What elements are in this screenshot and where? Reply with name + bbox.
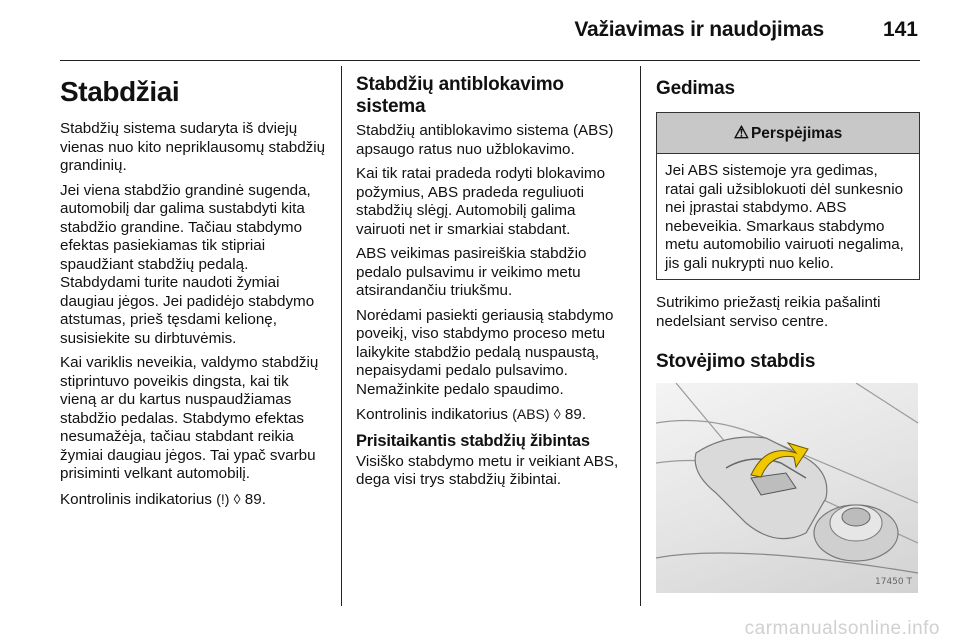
chapter-title: Važiavimas ir naudojimas [574, 18, 824, 41]
warning-text: Jei ABS sistemoje yra gedimas, ratai gali užsiblokuoti dėl sunkesnio nei įprastai stabdymo. ABS nebeveikia. Smarkaus stabdymo metu automobilio vairuoti negalima, jis gali nukrypti nuo kelio. [665, 162, 904, 272]
brake-warning-icon: (!) [216, 490, 230, 507]
paragraph: Stabdžių sistema sudaryta iš dviejų vienas nuo kito nepriklausomų stabdžių grandinių. [60, 120, 326, 174]
subheading-adaptive-brake-light: Prisitaikantis stabdžių žibintas [356, 431, 590, 450]
parking-brake-illustration [656, 383, 918, 593]
warning-title: Perspėjimas [750, 125, 843, 142]
section-heading-brakes: Stabdžiai [60, 76, 180, 107]
column-middle [356, 66, 628, 496]
reference-text: Kontrolinis indikatorius [356, 406, 508, 423]
paragraph: Visiško stabdymo metu ir veikiant ABS, dega visi trys stabdžių žibintai. [356, 452, 619, 488]
paragraph: Norėdami pasiekti geriausią stabdymo poveikį, viso stabdymo proceso metu laikykite stabdžio pedalą nuspaustą, nepaisydami pedalo pulsavimo. Nemažinkite pedalo spaudimo. [356, 306, 614, 398]
page-reference-link[interactable]: 89. [244, 490, 266, 508]
section-heading-fault: Gedimas [656, 78, 735, 99]
column-left [60, 66, 328, 515]
indicator-reference [356, 405, 628, 425]
page-number: 141 [882, 18, 918, 41]
paragraph: Jei viena stabdžio grandinė sugenda, automobilį dar galima sustabdyti kita stabdžio grandine. Tačiau stabdymo efektas pasiekiamas tik stipriai spaudžiant stabdžių pedalą. Stabdydami turite naudoti žymiai daugiau jėgos. Jei padidėjo stabdymo atstumas, prieš tęsdami kelionę, susisiekite su dirbtuvėmis. [60, 181, 315, 347]
warning-body [657, 154, 919, 279]
page-reference-link[interactable]: 89. [564, 406, 587, 423]
page-reference-icon: ◊ [553, 406, 561, 422]
section-heading-abs: Stabdžių antiblokavimo sistema [356, 74, 564, 117]
column-divider [640, 66, 641, 606]
watermark: carmanualsonline.info [744, 618, 940, 639]
figure-code: 17450 T [875, 577, 912, 587]
column-right [656, 66, 924, 593]
paragraph: Stabdžių antiblokavimo sistema (ABS) apsaugo ratus nuo užblokavimo. [356, 122, 614, 158]
section-heading-parking-brake: Stovėjimo stabdis [656, 351, 816, 372]
page-reference-icon: ◊ [233, 490, 241, 507]
indicator-reference [60, 490, 328, 510]
parking-brake-drawing [656, 383, 918, 593]
paragraph: Sutrikimo priežastį reikia pašalinti nedelsiant serviso centre. [656, 294, 881, 330]
paragraph: Kai tik ratai pradeda rodyti blokavimo požymius, ABS pradeda reguliuoti stabdžių slėgį. Automobilį galima vairuoti net ir smarkiai stabdant. [356, 165, 606, 238]
paragraph: Kai variklis neveikia, valdymo stabdžių stiprintuvo poveikis dingsta, kai tik vieną ar du kartus nuspaudžiamas stabdžio pedalas. Stabdymo efektas nesumažėja, tačiau stabdant reikia žymiai daugiau jėgos. Tai ypač svarbu prisiminti velkant automobilį. [60, 354, 319, 482]
reference-text: Kontrolinis indikatorius [60, 490, 212, 508]
warning-header [657, 113, 919, 154]
paragraph: ABS veikimas pasireiškia stabdžio pedalo pulsavimu ir veikimo metu atsirandančiu triukšmu. [356, 245, 587, 299]
warning-triangle-icon: ⚠ [733, 123, 749, 142]
abs-indicator-icon: (ABS) [512, 406, 550, 422]
page-header [60, 0, 920, 61]
column-divider [341, 66, 342, 606]
warning-box [656, 112, 920, 280]
